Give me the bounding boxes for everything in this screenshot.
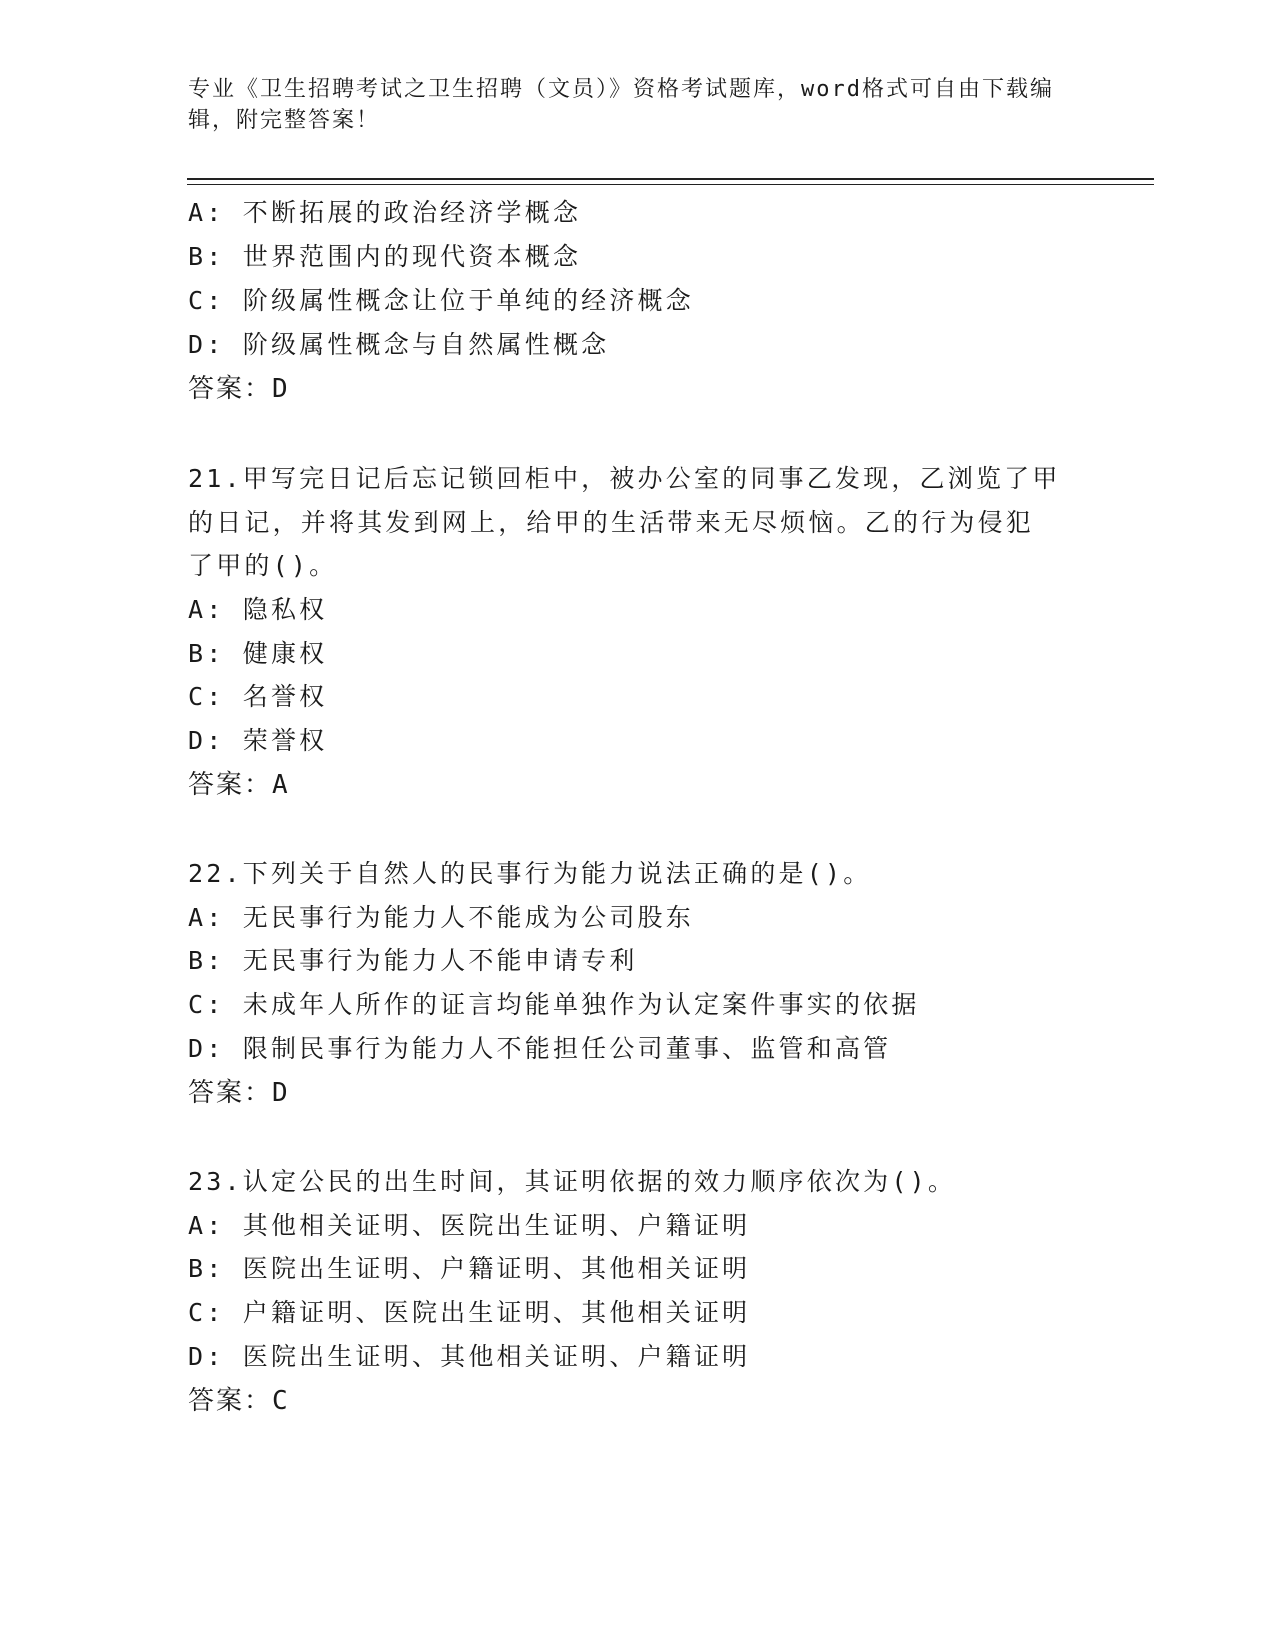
answer-value: D: [272, 1078, 288, 1108]
q23-option-a: A: 其他相关证明、医院出生证明、户籍证明: [188, 1211, 751, 1240]
q21-stem-line-2: 的日记，并将其发到网上，给甲的生活带来无尽烦恼。乙的行为侵犯: [188, 508, 1035, 537]
answer-value: A: [272, 770, 288, 800]
q20-option-c: C: 阶级属性概念让位于单纯的经济概念: [188, 286, 694, 315]
q22-option-b: B: 无民事行为能力人不能申请专利: [188, 946, 638, 975]
answer-label: 答案：: [188, 770, 273, 800]
q23-stem-line-1: 23.认定公民的出生时间，其证明依据的效力顺序依次为()。: [188, 1167, 957, 1196]
answer-label: 答案：: [188, 1386, 273, 1416]
q21-option-d: D: 荣誉权: [188, 726, 328, 755]
q22-option-c: C: 未成年人所作的证言均能单独作为认定案件事实的依据: [188, 990, 920, 1019]
q21-stem-line-1: 21.甲写完日记后忘记锁回柜中，被办公室的同事乙发现，乙浏览了甲: [188, 464, 1061, 493]
q20-answer: [188, 372, 288, 406]
q23-option-b: B: 医院出生证明、户籍证明、其他相关证明: [188, 1254, 751, 1283]
q21-stem-line-3: 了甲的()。: [188, 551, 338, 580]
q22-stem-line-1: 22.下列关于自然人的民事行为能力说法正确的是()。: [188, 859, 872, 888]
q21-option-c: C: 名誉权: [188, 682, 328, 711]
q22-answer: [188, 1076, 288, 1110]
q20-option-b: B: 世界范围内的现代资本概念: [188, 242, 582, 271]
q22-option-d: D: 限制民事行为能力人不能担任公司董事、监管和高管: [188, 1034, 892, 1063]
answer-value: D: [272, 374, 288, 404]
q23-answer: [188, 1384, 288, 1418]
answer-value: C: [272, 1386, 288, 1416]
q20-option-a: A: 不断拓展的政治经济学概念: [188, 198, 582, 227]
q21-answer: [188, 768, 288, 802]
header-rule-thin: [187, 184, 1154, 185]
answer-label: 答案：: [188, 1078, 273, 1108]
document-header: 专业《卫生招聘考试之卫生招聘（文员）》资格考试题库，word格式可自由下载编辑，附完整答案！: [188, 77, 1054, 133]
header-rule-thick: [187, 178, 1154, 180]
q21-option-b: B: 健康权: [188, 639, 328, 668]
q23-option-c: C: 户籍证明、医院出生证明、其他相关证明: [188, 1298, 751, 1327]
q23-option-d: D: 医院出生证明、其他相关证明、户籍证明: [188, 1342, 751, 1371]
q20-option-d: D: 阶级属性概念与自然属性概念: [188, 330, 610, 359]
answer-label: 答案：: [188, 374, 273, 404]
q21-option-a: A: 隐私权: [188, 595, 328, 624]
q22-option-a: A: 无民事行为能力人不能成为公司股东: [188, 903, 694, 932]
